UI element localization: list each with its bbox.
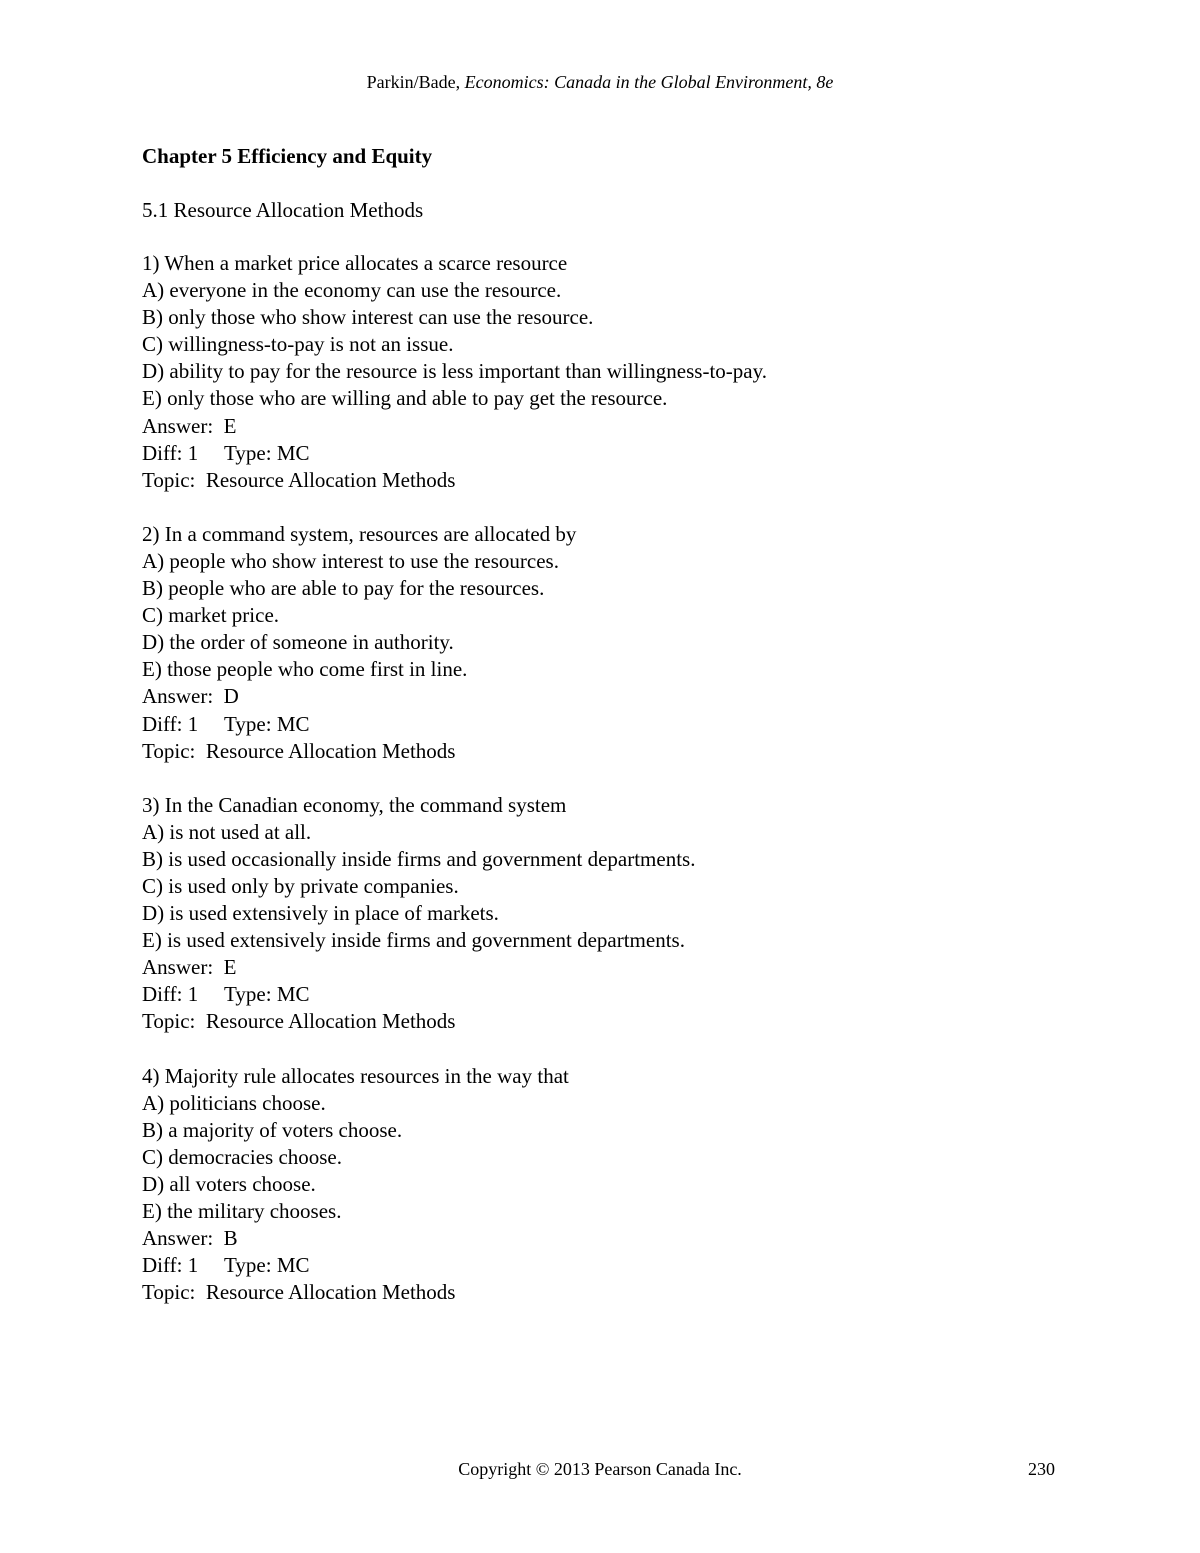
topic-line: Topic: Resource Allocation Methods [142, 1280, 456, 1305]
diff-type-line: Diff: 1 Type: MC [142, 440, 310, 465]
header-authors: Parkin/Bade, [366, 72, 461, 92]
answer-line: Answer: B [142, 1226, 238, 1251]
option-a: A) politicians choose. [142, 1090, 326, 1115]
option-d: D) ability to pay for the resource is less important than willingness-to-pay. [142, 359, 767, 384]
question-4 [142, 1063, 1102, 1307]
topic-line: Topic: Resource Allocation Methods [142, 467, 456, 492]
option-c: C) willingness-to-pay is not an issue. [142, 332, 454, 357]
option-e: E) the military chooses. [142, 1199, 342, 1223]
section-title: 5.1 Resource Allocation Methods [142, 198, 424, 222]
question-stem: 4) Majority rule allocates resources in the way that [142, 1063, 569, 1088]
option-e: E) those people who come first in line. [142, 657, 468, 682]
option-b: B) people who are able to pay for the resources. [142, 576, 545, 601]
option-c: C) market price. [142, 603, 280, 628]
option-d: D) is used extensively in place of markets. [142, 901, 499, 926]
question-3 [142, 792, 1102, 1036]
diff-type-line: Diff: 1 Type: MC [142, 982, 310, 1007]
option-c: C) democracies choose. [142, 1144, 343, 1169]
question-stem: 1) When a market price allocates a scarce resource [142, 251, 568, 275]
question-2 [142, 521, 1102, 765]
chapter-title: Chapter 5 Efficiency and Equity [142, 144, 433, 168]
question-stem: 3) In the Canadian economy, the command system [142, 792, 567, 817]
option-e: E) is used extensively inside firms and government departments. [142, 928, 685, 953]
option-b: B) only those who show interest can use the resource. [142, 305, 594, 330]
running-header [0, 70, 1200, 94]
option-a: A) everyone in the economy can use the resource. [142, 278, 562, 303]
option-b: B) is used occasionally inside firms and government departments. [142, 846, 696, 871]
diff-type-line: Diff: 1 Type: MC [142, 711, 310, 736]
page-number: 230 [1028, 1459, 1055, 1479]
option-d: D) the order of someone in authority. [142, 630, 454, 655]
page-content [142, 142, 1102, 1333]
diff-type-line: Diff: 1 Type: MC [142, 1253, 310, 1278]
question-1 [142, 250, 1102, 494]
option-b: B) a majority of voters choose. [142, 1117, 403, 1142]
header-book-title: Economics: Canada in the Global Environment, 8e [464, 72, 834, 92]
option-a: A) people who show interest to use the resources. [142, 548, 559, 573]
question-stem: 2) In a command system, resources are allocated by [142, 521, 577, 546]
option-d: D) all voters choose. [142, 1171, 316, 1196]
answer-line: Answer: E [142, 413, 237, 438]
option-e: E) only those who are willing and able to pay get the resource. [142, 386, 668, 411]
topic-line: Topic: Resource Allocation Methods [142, 738, 456, 763]
topic-line: Topic: Resource Allocation Methods [142, 1009, 456, 1034]
answer-line: Answer: E [142, 955, 237, 980]
copyright-notice: Copyright © 2013 Pearson Canada Inc. [458, 1459, 742, 1479]
option-a: A) is not used at all. [142, 819, 312, 844]
answer-line: Answer: D [142, 684, 239, 709]
option-c: C) is used only by private companies. [142, 873, 459, 898]
